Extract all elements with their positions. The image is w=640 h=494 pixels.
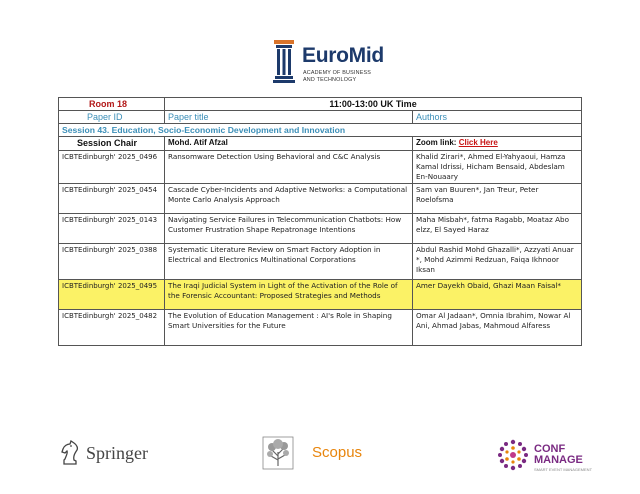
paper-row xyxy=(59,184,582,214)
room-row xyxy=(59,98,582,111)
paper-authors: Omar Al Jadaan*, Omnia Ibrahim, Nowar Al Ani, Ahmad Jabas, Mahmoud Alfaress xyxy=(413,310,582,346)
confmanage-logo xyxy=(496,436,606,476)
conf-tagline: SMART EVENT MANAGEMENT xyxy=(534,467,593,472)
paper-authors: Amer Dayekh Obaid, Ghazi Maan Faisal* xyxy=(413,280,582,310)
column-header-authors: Authors xyxy=(413,111,582,124)
sunburst-icon xyxy=(496,438,530,472)
paper-id: ICBTEdinburgh' 2025_0496 xyxy=(59,151,165,184)
springer-text: Springer xyxy=(86,443,148,463)
springer-logo xyxy=(58,440,168,466)
pillar-icon xyxy=(272,38,296,84)
paper-id: ICBTEdinburgh' 2025_0454 xyxy=(59,184,165,214)
session-schedule-table xyxy=(58,97,582,346)
paper-title: Ransomware Detection Using Behavioral and C&C Analysis xyxy=(165,151,413,184)
zoom-cell xyxy=(413,137,582,151)
room-label: Room 18 xyxy=(59,98,165,111)
scopus-text: Scopus xyxy=(312,444,363,461)
paper-row xyxy=(59,244,582,280)
zoom-link[interactable]: Click Here xyxy=(458,138,498,147)
scopus-logo xyxy=(262,436,372,470)
paper-id: ICBTEdinburgh' 2025_0143 xyxy=(59,214,165,244)
paper-authors: Maha Misbah*, fatma Ragabb, Moataz Abo elzz, El Sayed Haraz xyxy=(413,214,582,244)
session-chair-name: Mohd. Atif Afzal xyxy=(165,137,413,151)
paper-authors: Khalid Zirari*, Ahmed El-Yahyaoui, Hamza Kamal Idrissi, Hicham Bensaid, Abdeslam En-Nouaary xyxy=(413,151,582,184)
brand-subtitle-line1: ACADEMY OF BUSINESS xyxy=(303,70,372,76)
paper-title: The Evolution of Education Management : AI's Role in Shaping Smart Universities for the Future xyxy=(165,310,413,346)
elsevier-tree-icon xyxy=(262,436,294,470)
paper-title: Systematic Literature Review on Smart Factory Adoption in Electrical and Electronics Multinational Corporations xyxy=(165,244,413,280)
column-header-row xyxy=(59,111,582,124)
paper-row xyxy=(59,214,582,244)
session-chair-label: Session Chair xyxy=(59,137,165,151)
paper-title: Navigating Service Failures in Telecommunication Chatbots: How Customer Frustration Shape Repatronage Intentions xyxy=(165,214,413,244)
zoom-label: Zoom link: xyxy=(416,138,457,147)
session-title: Session 43. Education, Socio-Economic Development and Innovation xyxy=(59,124,582,137)
euromid-logo xyxy=(272,38,412,90)
conf-text-line1: CONF xyxy=(534,443,566,455)
paper-authors: Abdul Rashid Mohd Ghazalli*, Azzyati Anuar *, Mohd Azimmi Redzuan, Faiqa Ikhnoor Iksan xyxy=(413,244,582,280)
paper-id: ICBTEdinburgh' 2025_0388 xyxy=(59,244,165,280)
conf-text-line2: MANAGE xyxy=(534,454,583,466)
paper-authors: Sam van Buuren*, Jan Treur, Peter Roelofsma xyxy=(413,184,582,214)
paper-title: The Iraqi Judicial System in Light of the Activation of the Role of the Forensic Accountant: Proposed Strategies and Methods xyxy=(165,280,413,310)
paper-id: ICBTEdinburgh' 2025_0495 xyxy=(59,280,165,310)
brand-subtitle-line2: AND TECHNOLOGY xyxy=(303,77,357,83)
column-header-paper-title: Paper title xyxy=(165,111,413,124)
session-title-row xyxy=(59,124,582,137)
chess-knight-icon xyxy=(58,440,82,466)
column-header-paper-id: Paper ID xyxy=(59,111,165,124)
session-time: 11:00-13:00 UK Time xyxy=(165,98,582,111)
paper-row xyxy=(59,151,582,184)
paper-row-highlighted xyxy=(59,280,582,310)
session-chair-row xyxy=(59,137,582,151)
paper-title: Cascade Cyber-Incidents and Adaptive Networks: a Computational Monte Carlo Analysis Approach xyxy=(165,184,413,214)
brand-name: EuroMid xyxy=(302,44,384,67)
paper-row xyxy=(59,310,582,346)
paper-id: ICBTEdinburgh' 2025_0482 xyxy=(59,310,165,346)
